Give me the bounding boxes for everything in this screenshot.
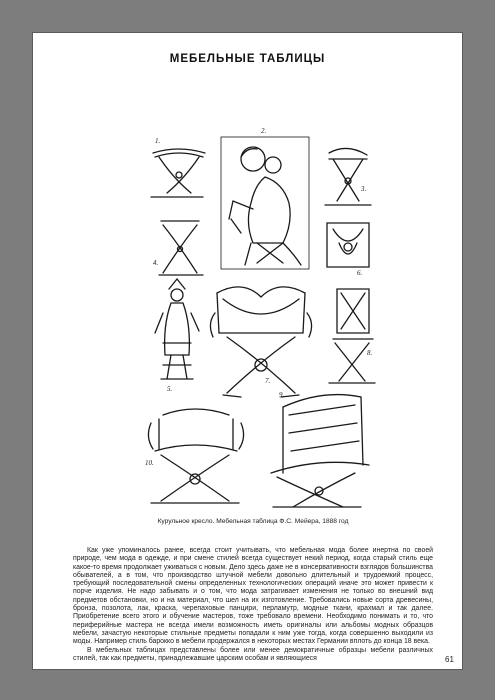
plate-label-1: 1. <box>155 137 161 145</box>
body-paragraph: В мебельных таблицах представлены более или менее демократичные образцы мебели различных стилей, так как предметы, принадлежавшие царским особам и являющиеся <box>73 646 433 662</box>
page-number: 61 <box>445 655 454 664</box>
plate-label-3: 3. <box>361 185 367 193</box>
plate-label-2: 2. <box>261 127 267 135</box>
figure-7-central-x-chair <box>210 287 311 397</box>
figure-9-ornate-throne <box>271 395 369 507</box>
figure-4-x-stool <box>159 221 203 275</box>
body-text <box>73 547 433 663</box>
plate-label-4: 4. <box>153 259 159 267</box>
plate-caption: Курульное кресло. Мебельная таблица Ф.С. Мейера, 1888 год <box>157 518 349 525</box>
body-paragraph: Как уже упоминалось ранее, всегда стоит учитывать, что мебельная мода более инертна по своей природе, чем мода в одежде, и при смене стилей всегда существует некий период, когда старый стиль еще какое-то время продолжает уживаться с новым. Дело здесь даже не в консервативности взглядов большинства обывателей, а в том, что производство штучной мебели довольно длительный и трудоемкий процесс, требующий последовательной смены определенных технологических операций иначе это может привести к порче изделия. Не надо забывать и о том, что мода затрагивает изменения не только во внешний вид предметов обстановки, но и на материал, что шел на их изготовление. Требовались новые сорта древесины, бронза, позолота, лак, краска, черепаховые панцири, перламутр, модные ткани, крахмал и так далее. Приобретение всего этого и обучение мастеров, тоже требовало времени. Необходимо понимать и то, что периферийные мастера не всегда имели возможность иметь оригиналы или альбомы модных образцов мебели, зачастую некоторые стильные предметы попадали к ним уже тогда, когда совершенно выходили из моды. Например стиль барокко в мебели продержался в некоторых местах Германии вплоть до конца 18 века. <box>73 547 433 646</box>
figure-6-ornamented-stool <box>327 223 369 267</box>
plate-label-9: 9. <box>279 391 285 399</box>
plate-label-8: 8. <box>367 349 373 357</box>
curule-chairs-plate <box>133 93 387 511</box>
figure-8-side-chair <box>329 289 375 383</box>
figure-2-seated-figure <box>221 137 309 269</box>
plate-label-6: 6. <box>357 269 363 277</box>
page-title: МЕБЕЛЬНЫЕ ТАБЛИЦЫ <box>169 53 326 65</box>
figure-1-folding-stool <box>151 149 205 197</box>
figure-10-armchair <box>148 409 243 503</box>
plate-label-5: 5. <box>167 385 173 393</box>
figure-3-x-chair <box>325 148 371 205</box>
plate-label-10: 10. <box>145 459 154 467</box>
book-page <box>33 33 462 669</box>
plate-label-7: 7. <box>265 377 271 385</box>
figure-5-standing-figure <box>155 279 199 379</box>
